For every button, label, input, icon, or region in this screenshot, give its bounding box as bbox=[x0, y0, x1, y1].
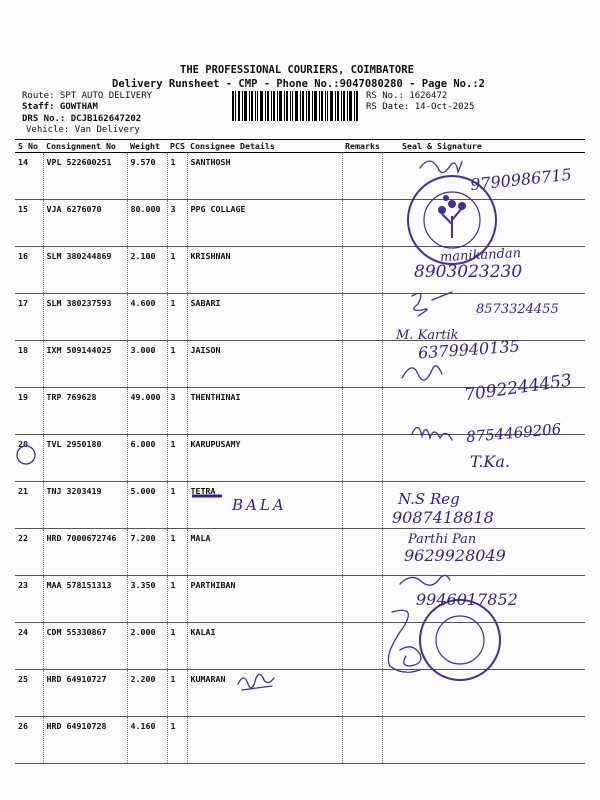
cell-weight: 9.570 bbox=[127, 153, 167, 200]
cell-consignment: HRD 7000672746 bbox=[43, 529, 127, 576]
phone-row19: 7092244453 bbox=[463, 370, 574, 406]
phone-row23: 9629928049 bbox=[404, 546, 506, 565]
cell-consignee: KUMARAN bbox=[187, 670, 342, 717]
cell-weight: 2.200 bbox=[127, 670, 167, 717]
cell-sno: 20 bbox=[15, 435, 43, 482]
cell-sno: 24 bbox=[15, 623, 43, 670]
cell-pcs: 1 bbox=[167, 341, 187, 388]
col-weight: Weight bbox=[127, 140, 167, 153]
cell-consignee: MALA bbox=[187, 529, 342, 576]
signature-24 bbox=[400, 575, 450, 585]
route-label: Route: SPT AUTO DELIVERY bbox=[22, 91, 153, 101]
cell-pcs: 3 bbox=[167, 388, 187, 435]
signature-26 bbox=[238, 674, 274, 690]
cell-consignee: KALAI bbox=[187, 623, 342, 670]
cell-consignee: KARUPUSAMY bbox=[187, 435, 342, 482]
cell-sno: 16 bbox=[15, 247, 43, 294]
signature-20 bbox=[412, 427, 452, 440]
document-title: THE PROFESSIONAL COURIERS, COIMBATORE bbox=[180, 64, 414, 76]
cell-pcs: 1 bbox=[167, 482, 187, 529]
cell-pcs: 1 bbox=[167, 623, 187, 670]
cell-weight: 5.000 bbox=[127, 482, 167, 529]
cell-consignee: PPG COLLAGE bbox=[187, 200, 342, 247]
phone-row14: 9790986715 bbox=[469, 164, 573, 195]
vehicle-label: Vehicle: Van Delivery bbox=[26, 125, 140, 135]
phone-row24: 9946017852 bbox=[416, 590, 518, 609]
cell-pcs: 1 bbox=[167, 435, 187, 482]
rs-number: RS No.: 1626472 bbox=[366, 91, 448, 101]
cell-sno: 19 bbox=[15, 388, 43, 435]
cell-pcs: 3 bbox=[167, 200, 187, 247]
cell-sno: 14 bbox=[15, 153, 43, 200]
cell-consignment: TRP 769628 bbox=[43, 388, 127, 435]
phone-row16: 8903023230 bbox=[414, 262, 523, 282]
cell-pcs: 1 bbox=[167, 153, 187, 200]
cell-pcs: 1 bbox=[167, 717, 187, 764]
rs-date: RS Date: 14-Oct-2025 bbox=[366, 102, 475, 112]
circle-mark-21 bbox=[17, 446, 35, 464]
cell-sno: 23 bbox=[15, 576, 43, 623]
cell-pcs: 1 bbox=[167, 294, 187, 341]
medical-stamp bbox=[420, 600, 500, 680]
cell-consignee: KRISHNAN bbox=[187, 247, 342, 294]
cell-weight: 4.600 bbox=[127, 294, 167, 341]
cell-weight: 4.160 bbox=[127, 717, 167, 764]
staff-label: Staff: GOWTHAM bbox=[22, 102, 98, 112]
initials-row21: T.Ka. bbox=[470, 452, 510, 471]
cell-weight: 49.000 bbox=[127, 388, 167, 435]
cell-consignee: SABARI bbox=[187, 294, 342, 341]
cell-weight: 2.100 bbox=[127, 247, 167, 294]
cell-sno: 22 bbox=[15, 529, 43, 576]
cell-sno: 15 bbox=[15, 200, 43, 247]
cell-weight: 3.350 bbox=[127, 576, 167, 623]
cell-consignment: HRD 64910727 bbox=[43, 670, 127, 717]
cell-sno: 25 bbox=[15, 670, 43, 717]
cell-weight: 7.200 bbox=[127, 529, 167, 576]
cell-weight: 80.000 bbox=[127, 200, 167, 247]
cell-consignee: THENTHINAI bbox=[187, 388, 342, 435]
col-signature: Seal & Signature bbox=[382, 140, 585, 153]
cell-consignment: TVL 2950180 bbox=[43, 435, 127, 482]
cell-consignment: IXM 509144025 bbox=[43, 341, 127, 388]
cell-sno: 21 bbox=[15, 482, 43, 529]
cell-consignee: JAISON bbox=[187, 341, 342, 388]
signature-17 bbox=[412, 292, 452, 316]
cell-consignment: SLM 380237593 bbox=[43, 294, 127, 341]
cell-consignment: VJA 6276070 bbox=[43, 200, 127, 247]
col-pcs: PCS bbox=[167, 140, 187, 153]
name-row18: M. Kartik bbox=[396, 328, 459, 343]
document-subtitle: Delivery Runsheet - CMP - Phone No.:9047080280 - Page No.:2 bbox=[112, 78, 485, 90]
col-sno: S No bbox=[15, 140, 43, 153]
cell-consignment: TNJ 3203419 bbox=[43, 482, 127, 529]
phone-row20: 8754469206 bbox=[465, 419, 563, 447]
cell-pcs: 1 bbox=[167, 247, 187, 294]
name-row23: Parthi Pan bbox=[408, 532, 477, 547]
cell-sno: 18 bbox=[15, 341, 43, 388]
name-row22: N.S Reg bbox=[398, 490, 460, 508]
consignee-row22: BALA bbox=[232, 496, 287, 514]
signature-25 bbox=[388, 610, 421, 672]
cell-consignment: SLM 380244869 bbox=[43, 247, 127, 294]
cell-pcs: 1 bbox=[167, 670, 187, 717]
phone-row22: 9087418818 bbox=[392, 508, 494, 527]
cell-consignment: MAA 578151313 bbox=[43, 576, 127, 623]
cell-pcs: 1 bbox=[167, 576, 187, 623]
cell-weight: 2.000 bbox=[127, 623, 167, 670]
name-row16: manikandan bbox=[439, 245, 522, 266]
drs-number: DRS No.: DCJB162647202 bbox=[22, 114, 142, 124]
cell-weight: 3.000 bbox=[127, 341, 167, 388]
cell-sno: 26 bbox=[15, 717, 43, 764]
col-remarks: Remarks bbox=[342, 140, 382, 153]
col-consignment: Consignment No bbox=[43, 140, 127, 153]
phone-row17: 8573324455 bbox=[476, 302, 559, 317]
cell-consignment: CDM 55330867 bbox=[43, 623, 127, 670]
col-consignee: Consignee Details bbox=[187, 140, 342, 153]
cell-weight: 6.000 bbox=[127, 435, 167, 482]
cell-consignment: VPL 522600251 bbox=[43, 153, 127, 200]
cell-consignee: TETRA bbox=[187, 482, 342, 529]
cell-consignee: SANTHOSH bbox=[187, 153, 342, 200]
signature-19 bbox=[402, 366, 442, 380]
cell-pcs: 1 bbox=[167, 529, 187, 576]
cell-sno: 17 bbox=[15, 294, 43, 341]
phone-row18: 6379940135 bbox=[417, 336, 521, 363]
cell-consignment: HRD 64910728 bbox=[43, 717, 127, 764]
signature-14 bbox=[420, 161, 462, 173]
cell-consignee: PARTHIBAN bbox=[187, 576, 342, 623]
